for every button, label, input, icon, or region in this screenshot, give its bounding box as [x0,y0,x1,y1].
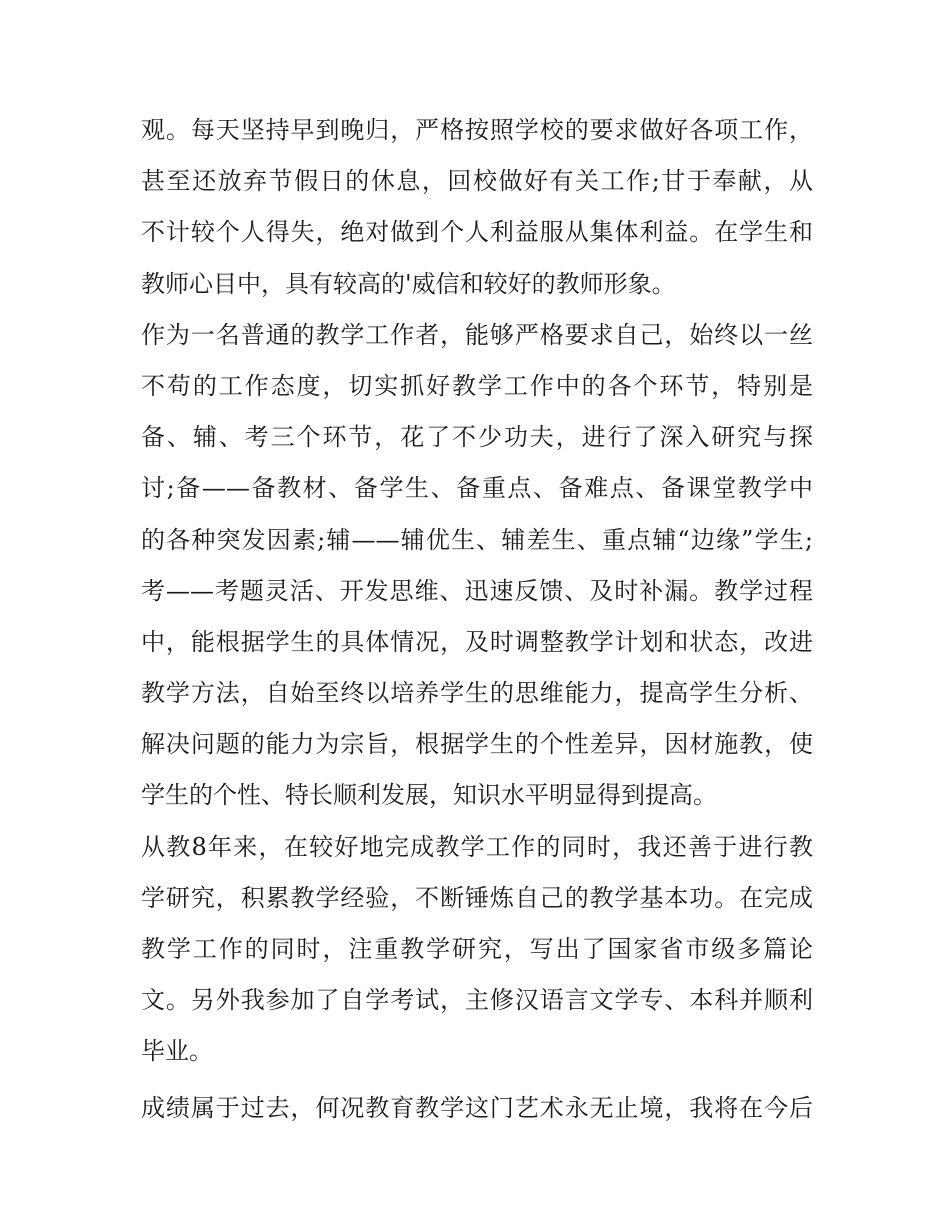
text-line: 的各种突发因素;辅——辅优生、辅差生、重点辅“边缘”学生; [141,525,813,554]
text-line: 学生的个性、特长顺利发展，知识水平明显得到提高。 [141,781,717,810]
paragraph-dedication [141,105,813,310]
text-line: 从教8年来，在较好地完成教学工作的同时，我还善于进行教 [141,832,813,861]
text-line: 毕业。 [141,1037,213,1066]
text-line: 教学工作的同时，注重教学研究，写出了国家省市级多篇论 [141,935,813,963]
text-line: 文。另外我参加了自学考试，主修汉语言文学专、本科并顺利 [141,986,813,1015]
text-line: 教师心目中，具有较高的'威信和较好的教师形象。 [141,269,676,298]
text-line: 甚至还放弃节假日的休息，回校做好有关工作;甘于奉献，从 [141,167,813,196]
text-line: 备、辅、考三个环节，花了不少功夫，进行了深入研究与探 [141,423,813,452]
text-line: 讨;备——备教材、备学生、备重点、备难点、备课堂教学中 [141,474,813,503]
text-line: 考——考题灵活、开发思维、迅速反馈、及时补漏。教学过程 [141,576,813,605]
text-line: 成绩属于过去，何况教育教学这门艺术永无止境，我将在今后 [141,1093,813,1122]
text-line: 观。每天坚持早到晚归，严格按照学校的要求做好各项工作， [141,116,813,144]
text-line: 学研究，积累教学经验，不断锤炼自己的教学基本功。在完成 [141,883,813,912]
text-line: 作为一名普通的教学工作者，能够严格要求自己，始终以一丝 [141,320,813,349]
document-body [141,105,813,1134]
paragraph-research [141,822,813,1078]
text-line: 不计较个人得失，绝对做到个人利益服从集体利益。在学生和 [141,218,813,247]
text-line: 解决问题的能力为宗旨，根据学生的个性差异，因材施教，使 [141,730,813,759]
text-line: 不苟的工作态度，切实抓好教学工作中的各个环节，特别是 [141,371,813,400]
paragraph-teaching [141,310,813,822]
paragraph-outlook [141,1083,813,1134]
text-line: 中，能根据学生的具体情况，及时调整教学计划和状态，改进 [141,627,813,656]
text-line: 教学方法，自始至终以培养学生的思维能力，提高学生分析、 [141,679,813,708]
